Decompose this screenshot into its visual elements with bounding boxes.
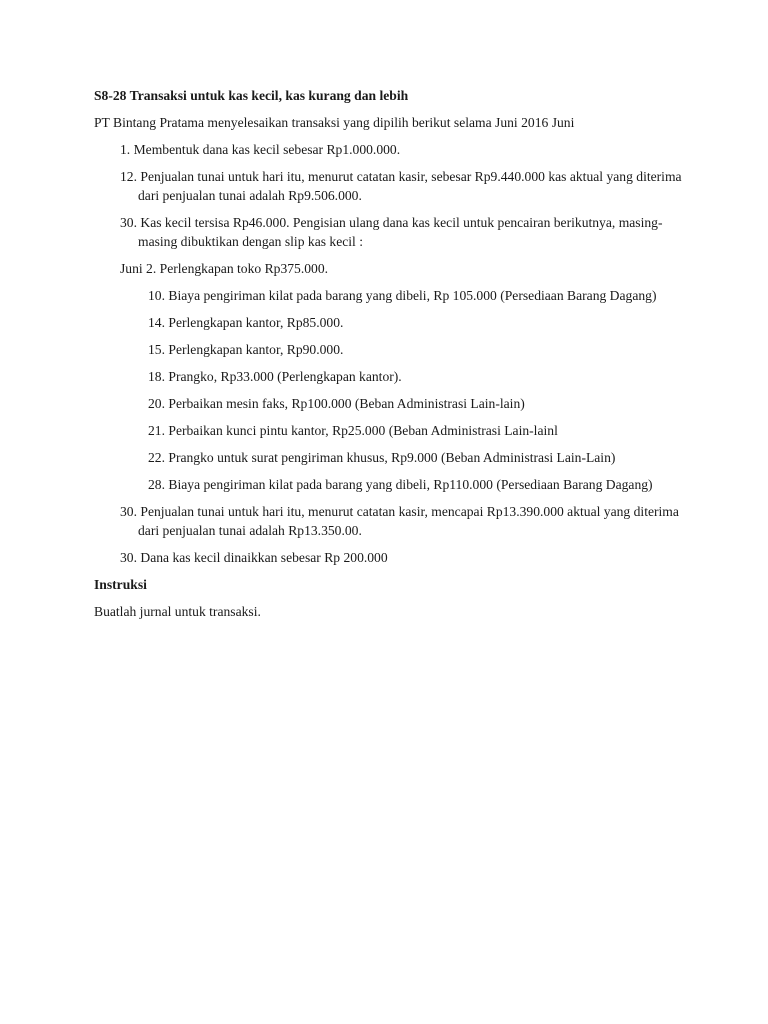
list-item: 15. Perlengkapan kantor, Rp90.000. <box>148 342 344 357</box>
problem-heading: S8-28 Transaksi untuk kas kecil, kas kurang dan lebih <box>94 88 409 103</box>
list-item: 1. Membentuk dana kas kecil sebesar Rp1.000.000. <box>120 142 401 157</box>
list-item: 20. Perbaikan mesin faks, Rp100.000 (Beban Administrasi Lain-lain) <box>148 396 525 411</box>
list-item: 22. Prangko untuk surat pengiriman khusus, Rp9.000 (Beban Administrasi Lain-Lain) <box>148 450 616 465</box>
document-page <box>94 86 684 629</box>
list-item: 28. Biaya pengiriman kilat pada barang yang dibeli, Rp110.000 (Persediaan Barang Dagang) <box>148 477 653 492</box>
list-item: 12. Penjualan tunai untuk hari itu, menurut catatan kasir, sebesar Rp9.440.000 kas aktual yang diterima dari penjualan tunai adalah Rp9.506.000. <box>120 169 682 203</box>
list-item: 18. Prangko, Rp33.000 (Perlengkapan kantor). <box>148 369 402 384</box>
list-item: 21. Perbaikan kunci pintu kantor, Rp25.000 (Beban Administrasi Lain-lainl <box>148 423 558 438</box>
instructions-heading: Instruksi <box>94 577 147 592</box>
intro-paragraph: PT Bintang Pratama menyelesaikan transaksi yang dipilih berikut selama Juni 2016 Juni <box>94 115 575 130</box>
instructions-text: Buatlah jurnal untuk transaksi. <box>94 604 261 619</box>
petty-cash-sub-list <box>94 286 684 494</box>
list-item: 30. Kas kecil tersisa Rp46.000. Pengisian ulang dana kas kecil untuk pencairan berikutnya, masing-masing dibuktikan dengan slip kas kecil : <box>120 215 663 249</box>
list-item: 10. Biaya pengiriman kilat pada barang yang dibeli, Rp 105.000 (Persediaan Barang Dagang) <box>148 288 657 303</box>
list-item: 30. Penjualan tunai untuk hari itu, menurut catatan kasir, mencapai Rp13.390.000 aktual yang diterima dari penjualan tunai adalah Rp13.350.00. <box>120 504 679 538</box>
juni-line: Juni 2. Perlengkapan toko Rp375.000. <box>120 261 329 276</box>
top-transaction-list <box>94 140 684 251</box>
list-item: 14. Perlengkapan kantor, Rp85.000. <box>148 315 344 330</box>
bottom-transaction-list <box>94 502 684 567</box>
list-item: 30. Dana kas kecil dinaikkan sebesar Rp 200.000 <box>120 550 388 565</box>
